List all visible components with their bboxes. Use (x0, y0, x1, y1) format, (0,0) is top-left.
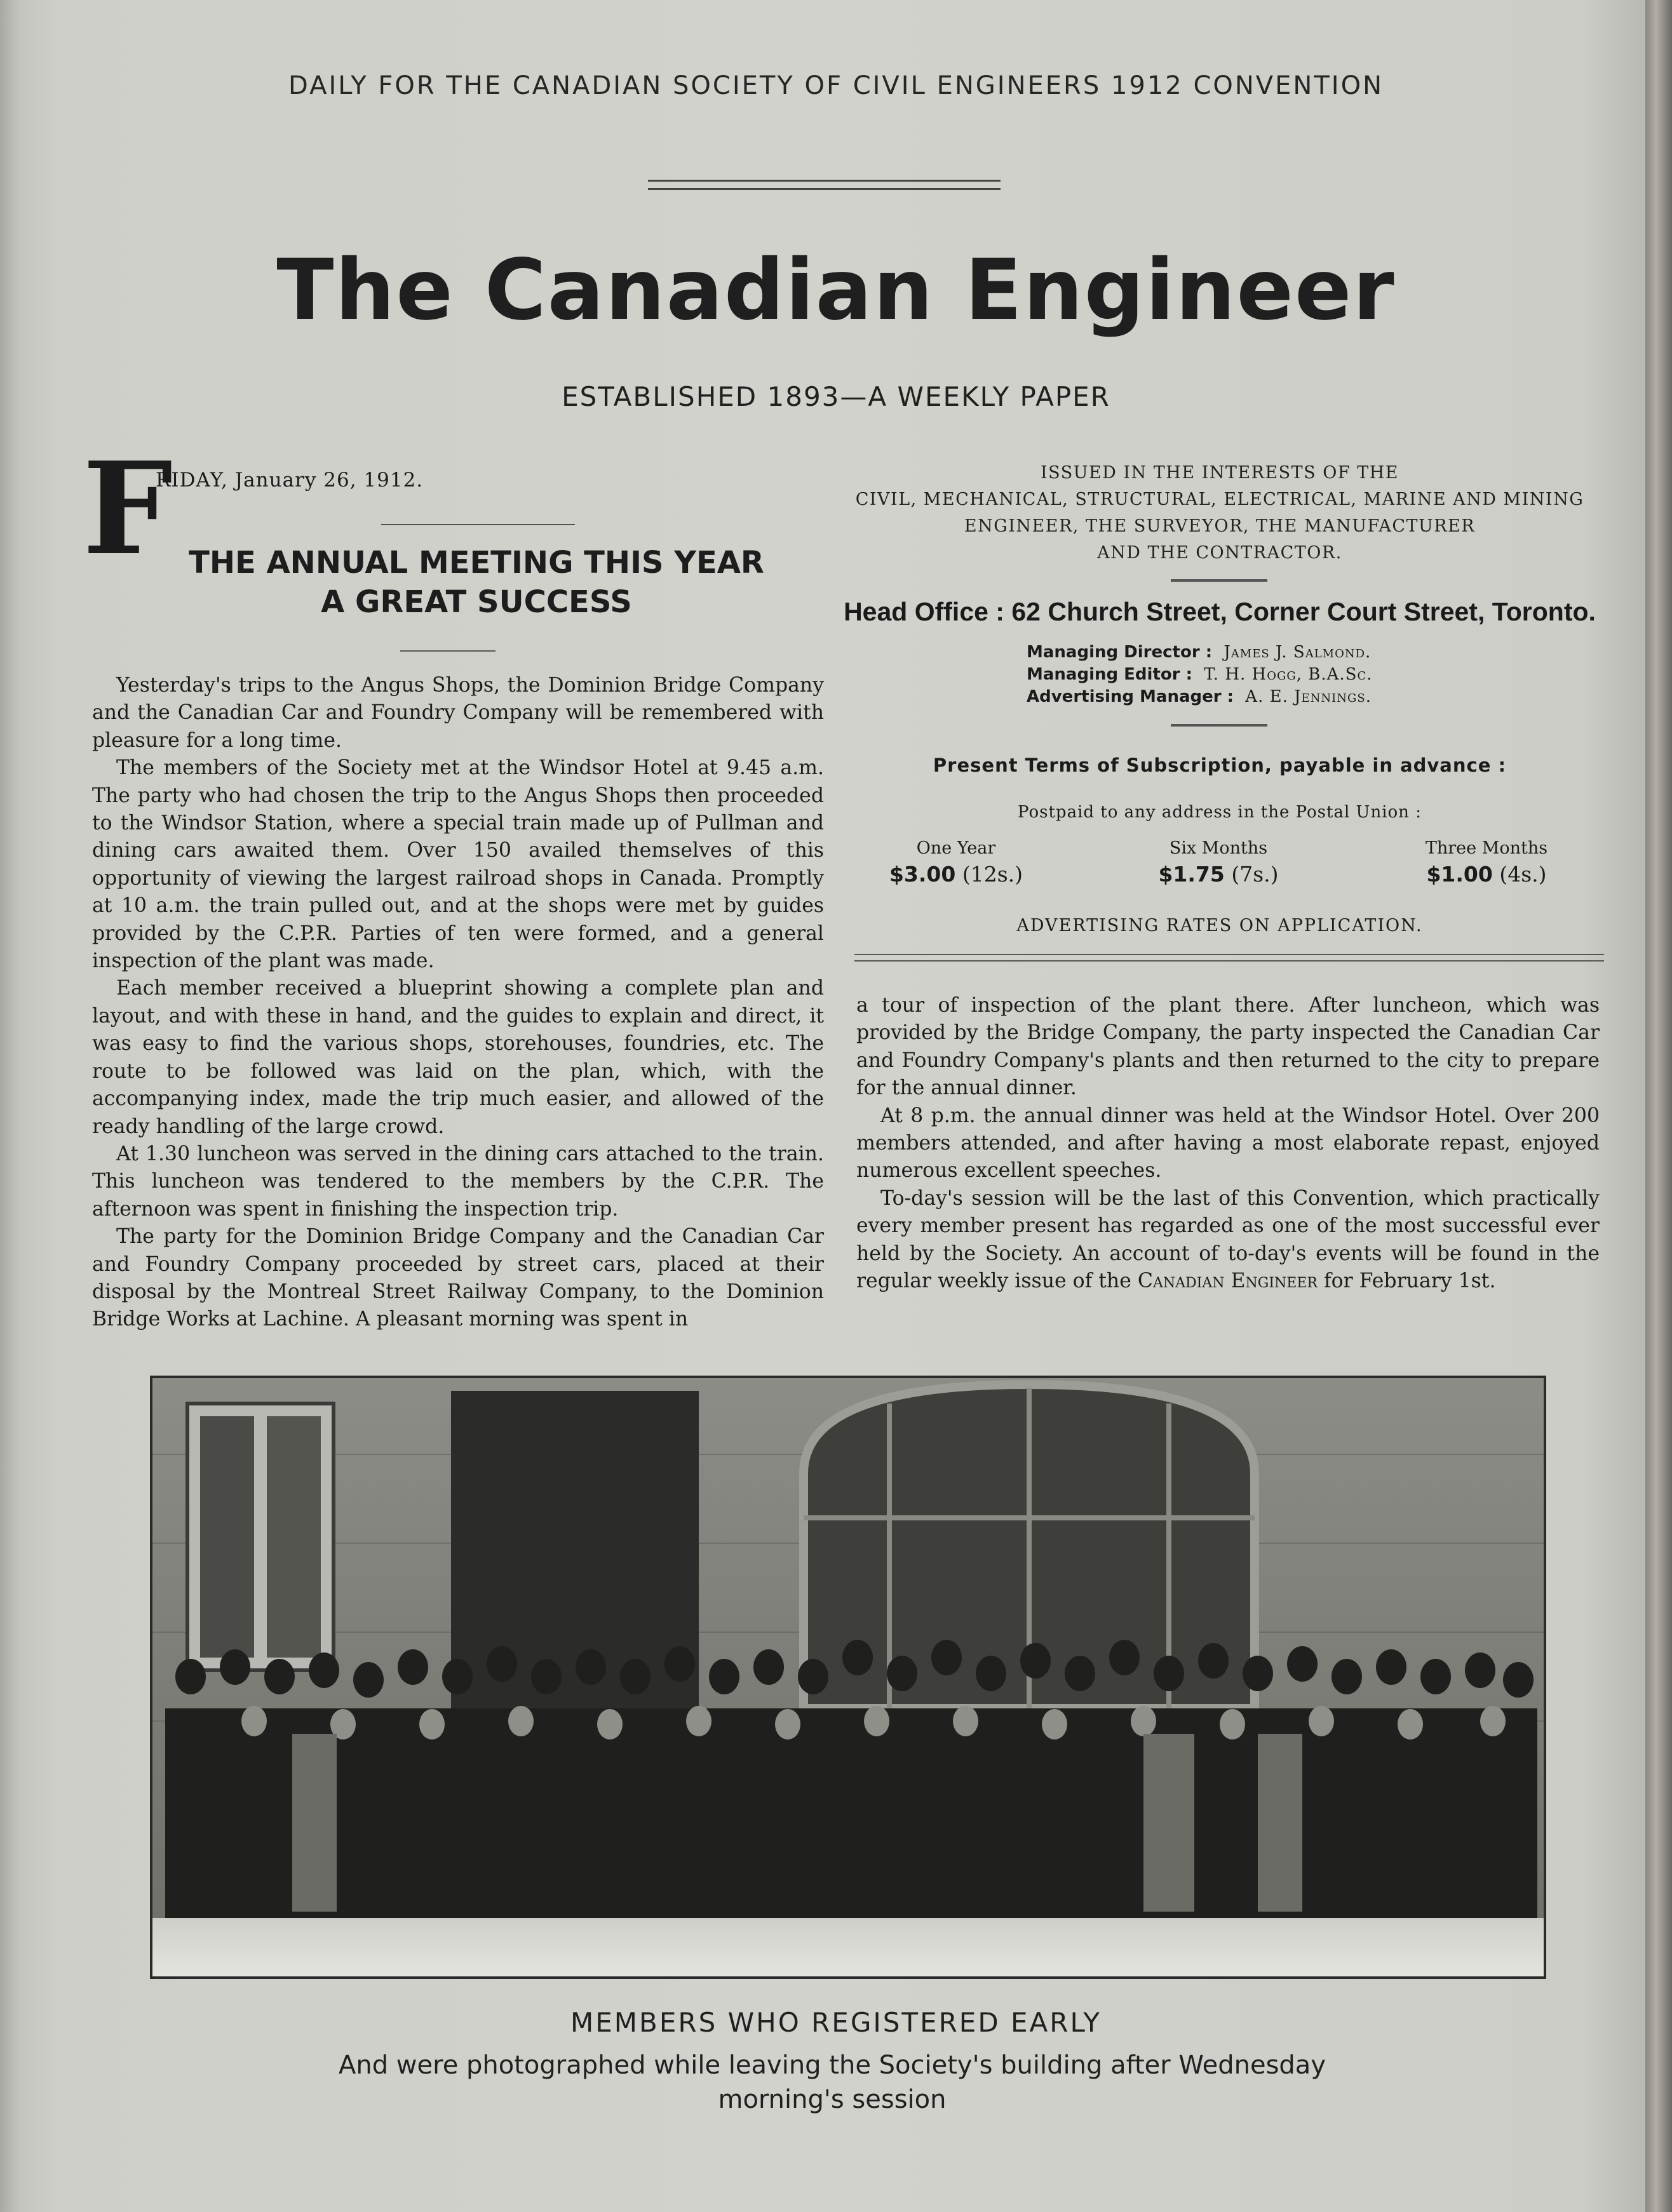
staff-rule (1171, 724, 1267, 727)
postpaid-note: Postpaid to any address in the Postal Union : (1018, 803, 1422, 822)
article-paragraph: At 8 p.m. the annual dinner was held at the Windsor Hotel. Over 200 members attended, and after having a most elaborate repast, enjoyed numerous excellent speeches. (856, 1104, 1600, 1183)
article-paragraph (856, 1185, 1600, 1296)
staff-row (1027, 641, 1373, 664)
price-amount (1104, 860, 1333, 889)
price-one-year (842, 837, 1070, 889)
drop-cap: F (83, 434, 173, 584)
article-headline (152, 543, 800, 622)
photo-caption-title: MEMBERS WHO REGISTERED EARLY (570, 2007, 1102, 2038)
article-paragraph: At 1.30 luncheon was served in the dining cars attached to the train. This luncheon was tendered to the members by the C.P.R. The afternoon was spent in finishing the inspection trip. (92, 1142, 824, 1221)
article-right-column (856, 992, 1600, 1295)
managing-director-name: James J. Salmond. (1224, 643, 1372, 662)
publisher-rule (1171, 579, 1267, 582)
masthead-top-rule (648, 180, 1001, 190)
head-office-address: Head Office : 62 Church Street, Corner Court Street, Toronto. (844, 597, 1596, 626)
managing-editor-label: Managing Editor : (1027, 665, 1193, 684)
staff-list (1027, 641, 1373, 708)
issued-line: AND THE CONTRACTOR. (1097, 543, 1342, 563)
price-sterling: (7s.) (1231, 862, 1279, 887)
article-paragraph: The members of the Society met at the Windsor Hotel at 9.45 a.m. The party who had chosen the trip to the Angus Shops then proceeded to the Windsor Station, where a special train made up of Pullman and dining cars awaited them. Over 150 availed themselves of this opportunity of viewing the largest railroad shops in Canada. Promptly at 10 a.m. the train pulled out, and at the shops were met by guides provided by the C.P.R. Parties of ten were formed, and a general inspection of the plant was made. (92, 756, 824, 973)
price-term: One Year (916, 838, 996, 858)
article-left-column (92, 672, 824, 1334)
issue-date: RIDAY, January 26, 1912. (156, 469, 424, 492)
advertising-rates: ADVERTISING RATES ON APPLICATION. (1016, 916, 1423, 935)
issued-line: ISSUED IN THE INTERESTS OF THE (1041, 463, 1399, 483)
headline-rule (400, 650, 496, 652)
price-six-months (1104, 837, 1333, 889)
section-double-rule (854, 954, 1604, 962)
price-term: Three Months (1425, 838, 1548, 858)
established-line: ESTABLISHED 1893—A WEEKLY PAPER (562, 381, 1110, 412)
publication-name: Canadian Engineer (1137, 1270, 1318, 1293)
article-paragraph: The party for the Dominion Bridge Company and the Canadian Car and Foundry Company proceeded by street cars, placed at their disposal by the Montreal Street Railway Company, to the Dominion Bridge Works at Lachine. A pleasant morning was spent in (92, 1225, 824, 1331)
price-dollars: $1.00 (1426, 862, 1493, 887)
masthead-title: The Canadian Engineer (276, 241, 1396, 339)
issued-line: CIVIL, MECHANICAL, STRUCTURAL, ELECTRICAL, MARINE AND MINING (855, 490, 1584, 509)
photo-caption-subtitle: And were photographed while leaving the Society's building after Wednesday morning's session (338, 2051, 1326, 2114)
group-photograph (150, 1376, 1546, 1979)
staff-row (1027, 686, 1373, 708)
headline-line-2: A GREAT SUCCESS (321, 584, 632, 620)
price-sterling: (4s.) (1499, 862, 1547, 887)
price-dollars: $3.00 (889, 862, 956, 887)
article-paragraph: Each member received a blueprint showing a complete plan and layout, and with these in hand, and the guides to explain and direct, it was easy to find the various shops, storehouses, foundries, etc. The route to be followed was laid on the plan, which, with the accompanying index, made the trip much easier, and allowed of the ready handling of the large crowd. (92, 977, 824, 1138)
headline-line-1: THE ANNUAL MEETING THIS YEAR (189, 545, 764, 580)
managing-editor-name: T. H. Hogg, B.A.Sc. (1204, 665, 1373, 684)
price-term: Six Months (1169, 838, 1268, 858)
issued-in-interests (839, 460, 1601, 566)
article-paragraph: a tour of inspection of the plant there. After luncheon, which was provided by the Bridge Company, the party inspected the Canadian Car and Foundry Company's plants and then returned to the city to prepare for the annual dinner. (856, 994, 1600, 1100)
paragraph-text: To-day's session will be the last of this Convention, which practically every member present has regarded as one of the most successful ever held by the Society. An account of to-day's events will be found in the regular weekly issue of the (856, 1186, 1600, 1293)
advertising-manager-label: Advertising Manager : (1027, 687, 1234, 706)
price-dollars: $1.75 (1158, 862, 1225, 887)
photo-illustration (152, 1378, 1544, 1976)
issued-line: ENGINEER, THE SURVEYOR, THE MANUFACTURER (964, 516, 1476, 536)
price-sterling: (12s.) (962, 862, 1023, 887)
paragraph-text: for February 1st. (1317, 1270, 1496, 1293)
date-rule (381, 524, 575, 525)
advertising-manager-name: A. E. Jennings. (1245, 687, 1372, 706)
managing-director-label: Managing Director : (1027, 643, 1213, 662)
subscription-title: Present Terms of Subscription, payable in advance : (933, 754, 1507, 776)
price-amount (1372, 860, 1601, 889)
price-three-months (1372, 837, 1601, 889)
staff-row (1027, 664, 1373, 686)
convention-banner: DAILY FOR THE CANADIAN SOCIETY OF CIVIL ENGINEERS 1912 CONVENTION (288, 71, 1384, 100)
price-amount (842, 860, 1070, 889)
article-paragraph: Yesterday's trips to the Angus Shops, the Dominion Bridge Company and the Canadian Car and Foundry Company will be remembered with pleasure for a long time. (92, 674, 824, 752)
